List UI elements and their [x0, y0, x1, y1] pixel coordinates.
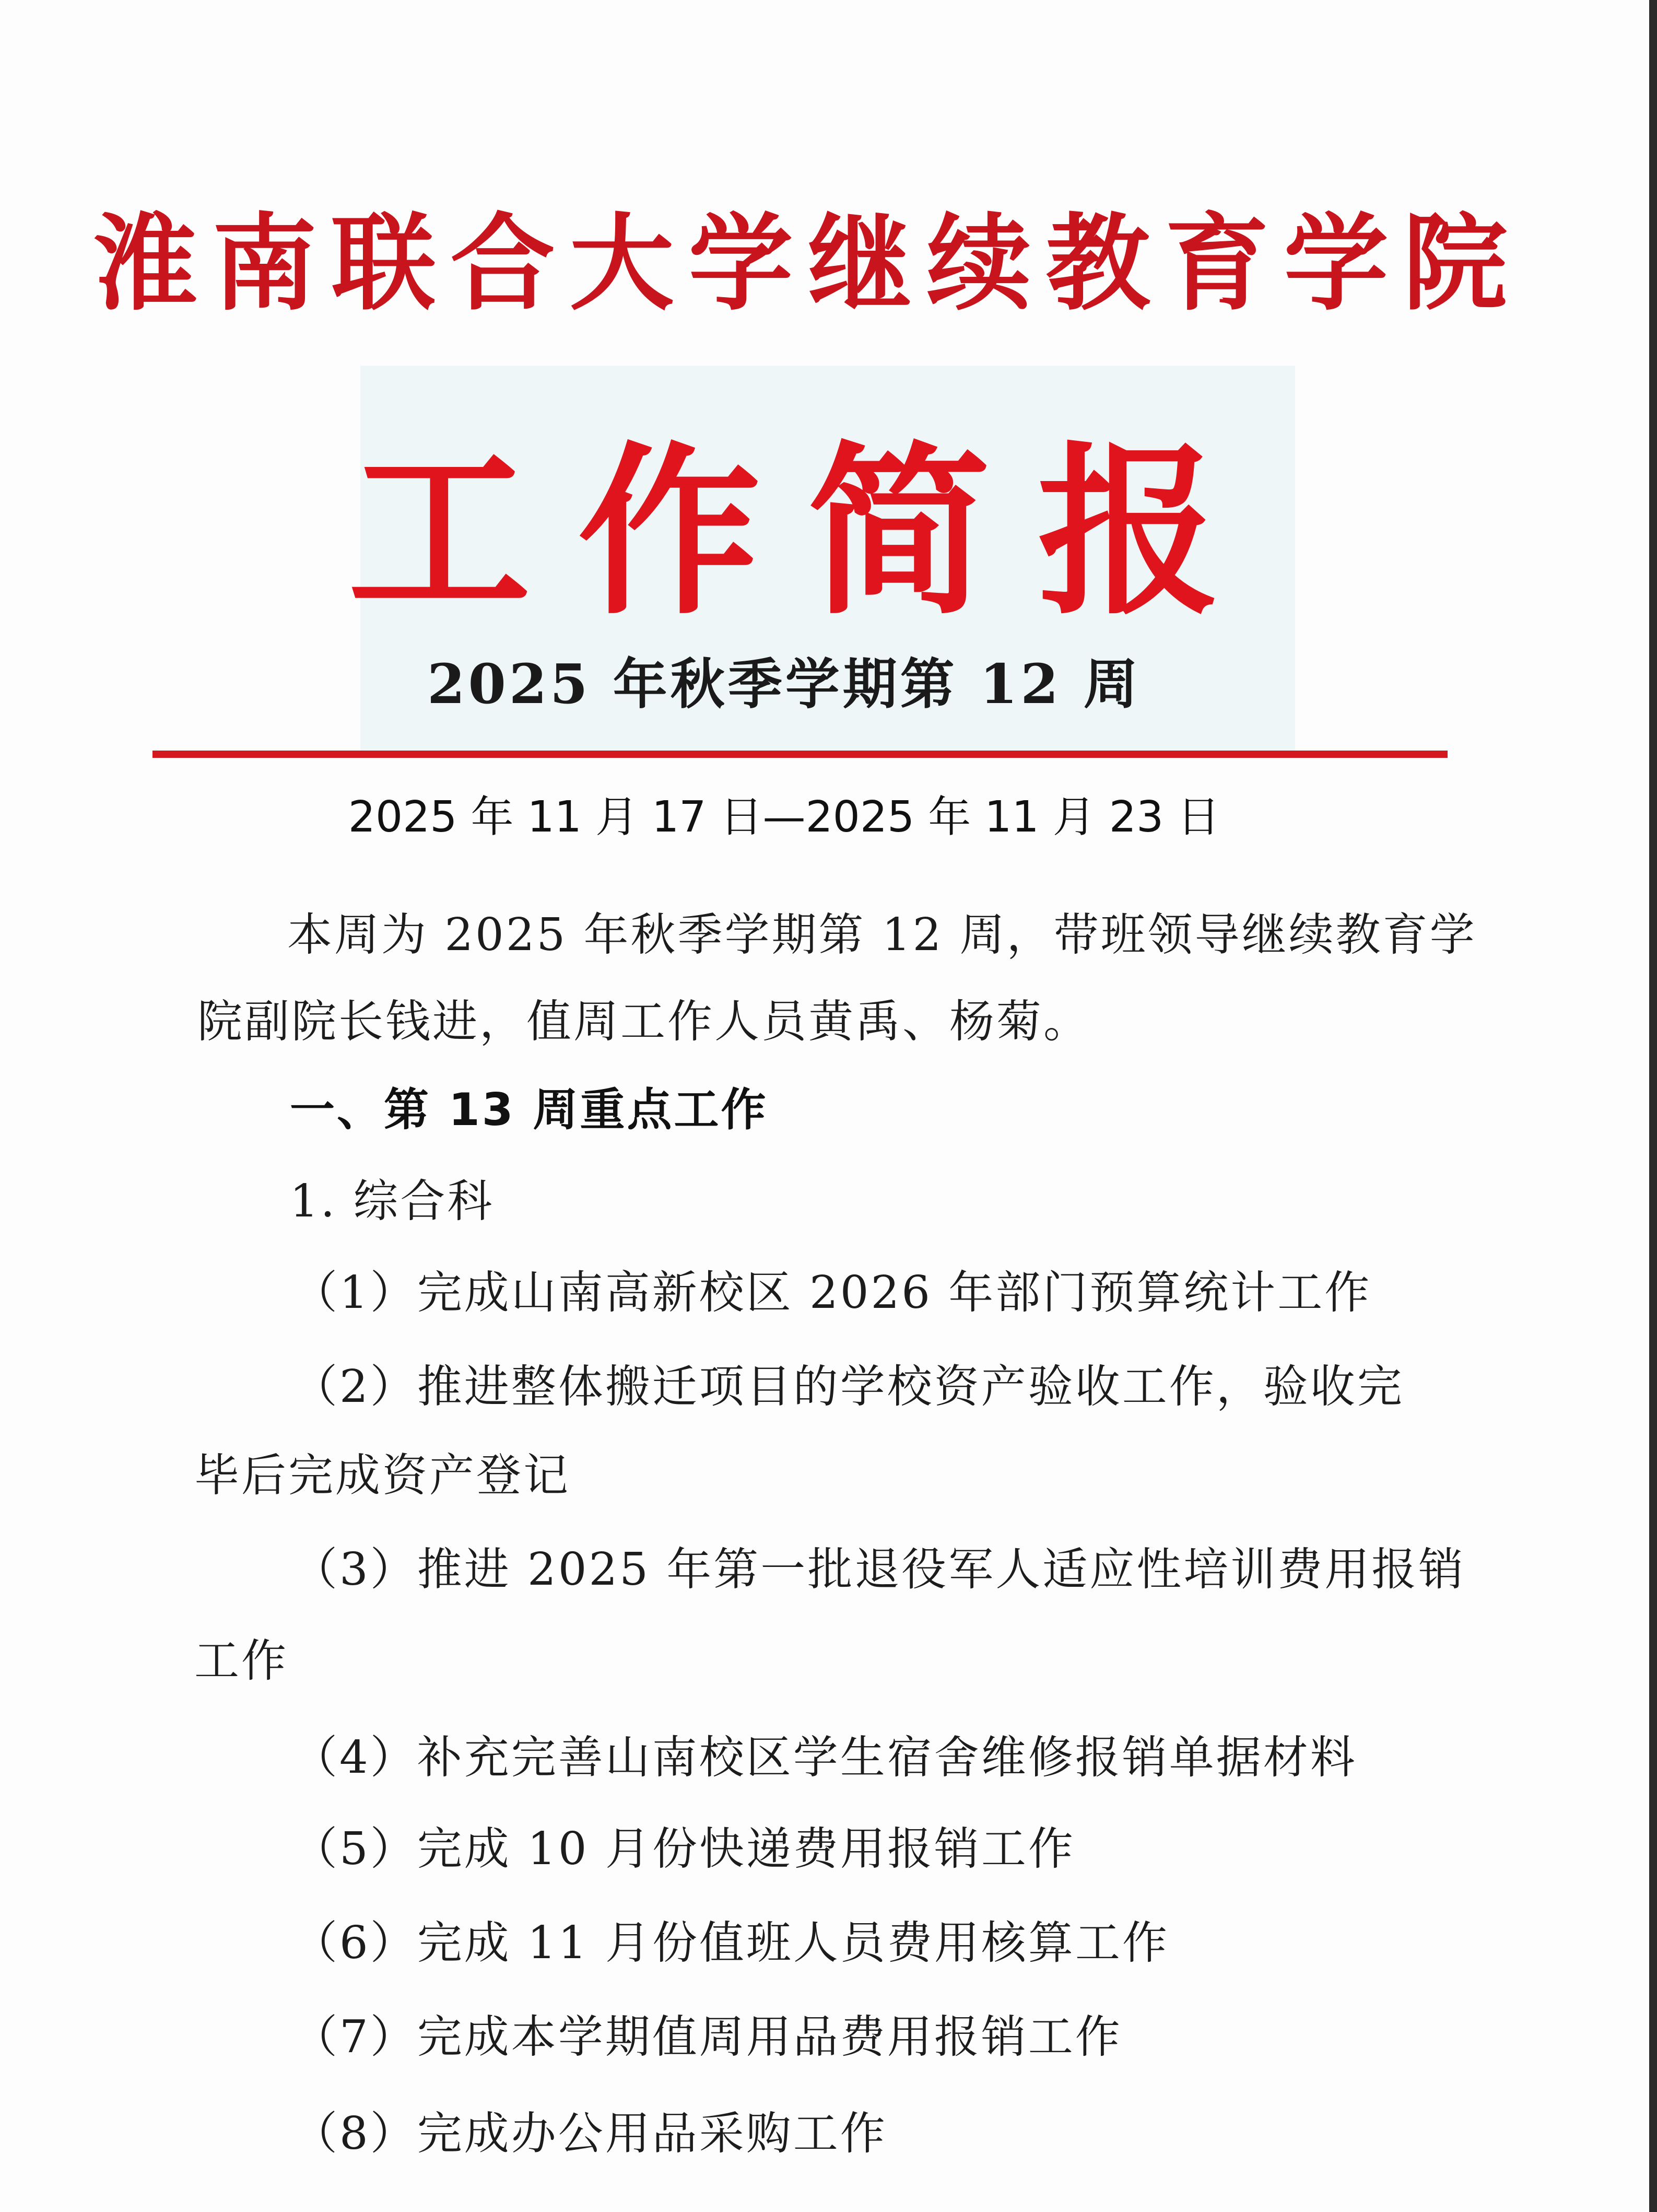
subsection-heading: 1. 综合科 [290, 1175, 495, 1227]
scan-edge [1649, 0, 1657, 2212]
list-item: （6）完成 11 月份值班人员费用核算工作 [292, 1917, 1169, 1969]
list-item: （1）完成山南高新校区 2026 年部门预算统计工作 [292, 1267, 1372, 1319]
red-divider [152, 751, 1448, 758]
intro-line: 本周为 2025 年秋季学期第 12 周，带班领导继续教育学 [287, 909, 1477, 961]
issue-line: 2025 年秋季学期第 12 周 [427, 652, 1141, 716]
intro-line: 院副院长钱进，值周工作人员黄禹、杨菊。 [197, 996, 1090, 1048]
bulletin-title: 工作简报 [348, 426, 1267, 639]
list-item-continuation: 工作 [194, 1635, 288, 1687]
section-heading: 一、第 13 周重点工作 [290, 1084, 768, 1136]
list-item: （5）完成 10 月份快递费用报销工作 [292, 1823, 1075, 1875]
date-range: 2025 年 11 月 17 日—2025 年 11 月 23 日 [348, 792, 1220, 842]
list-item: （2）推进整体搬迁项目的学校资产验收工作，验收完 [292, 1361, 1404, 1413]
org-name: 淮南联合大学继续教育学院 [93, 202, 1522, 325]
list-item: （3）推进 2025 年第一批退役军人适应性培训费用报销 [292, 1543, 1466, 1596]
list-item-continuation: 毕后完成资产登记 [194, 1449, 570, 1502]
list-item: （4）补充完善山南校区学生宿舍维修报销单据材料 [292, 1731, 1357, 1784]
list-item: （7）完成本学期值周用品费用报销工作 [292, 2011, 1122, 2063]
list-item: （8）完成办公用品采购工作 [292, 2108, 887, 2160]
